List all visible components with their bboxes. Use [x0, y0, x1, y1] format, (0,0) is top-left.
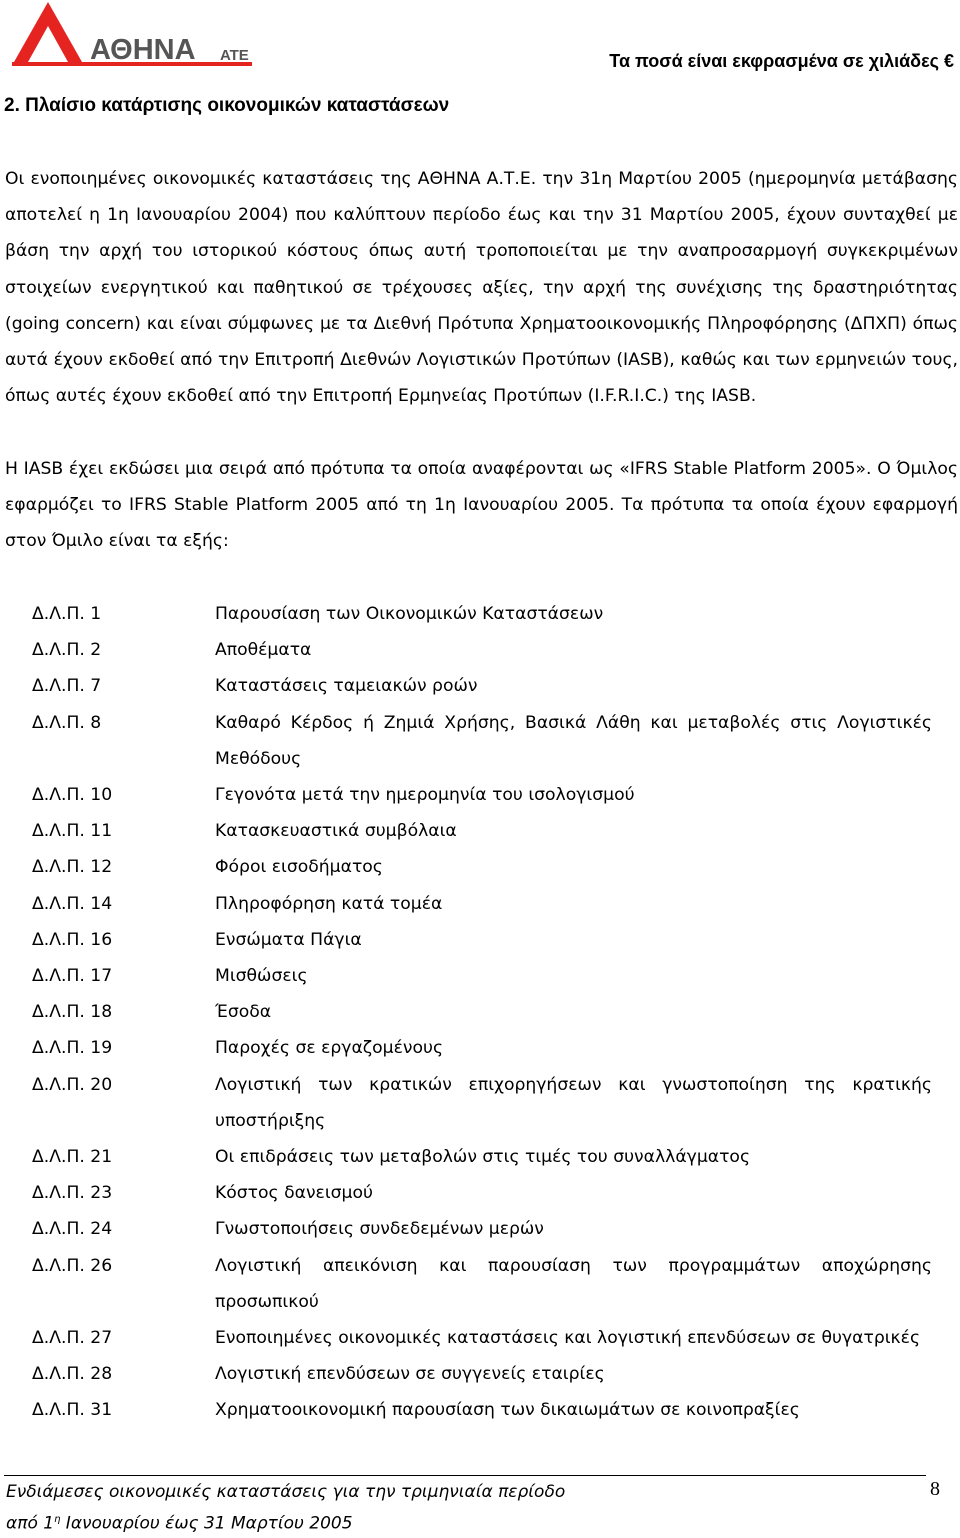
standard-code: Δ.Λ.Π. 23	[32, 1183, 113, 1204]
logo-triangle-mark	[14, 2, 82, 62]
currency-note: Τα ποσά είναι εκφρασμένα σε χιλιάδες €	[609, 51, 954, 71]
standard-row	[0, 777, 960, 813]
standard-code: Δ.Λ.Π. 11	[32, 821, 113, 842]
standard-title: Κόστος δανεισμού	[215, 1183, 373, 1204]
standard-row	[0, 1248, 960, 1320]
standard-code: Δ.Λ.Π. 20	[32, 1074, 113, 1095]
standard-title: Χρηματοοικονομική παρουσίαση των δικαιωμάτων σε κοινοπραξίες	[215, 1400, 800, 1421]
standard-row	[0, 705, 960, 777]
standard-code: Δ.Λ.Π. 12	[32, 857, 113, 878]
standard-row	[0, 668, 960, 704]
standard-row	[0, 596, 960, 632]
page-number: 8	[930, 1478, 940, 1500]
standard-code: Δ.Λ.Π. 14	[32, 893, 113, 914]
standard-title: Καταστάσεις ταμειακών ροών	[215, 676, 478, 697]
standard-row	[0, 1320, 960, 1356]
standard-code: Δ.Λ.Π. 17	[32, 966, 113, 987]
standard-code: Δ.Λ.Π. 21	[32, 1147, 113, 1168]
standard-code: Δ.Λ.Π. 7	[32, 676, 102, 697]
standard-code: Δ.Λ.Π. 8	[32, 712, 102, 733]
standard-title: Πληροφόρηση κατά τομέα	[215, 893, 443, 914]
company-logo	[8, 0, 258, 72]
standard-title: Γεγονότα μετά την ημερομηνία του ισολογισμού	[215, 785, 635, 806]
section-title: 2. Πλαίσιο κατάρτισης οικονομικών καταστάσεων	[4, 95, 450, 116]
standard-row	[0, 1139, 960, 1175]
standard-row	[0, 849, 960, 885]
standard-code: Δ.Λ.Π. 2	[32, 640, 102, 661]
standard-code: Δ.Λ.Π. 28	[32, 1364, 113, 1385]
logo-suffix: ΑΤΕ	[220, 47, 249, 64]
standard-row	[0, 813, 960, 849]
footer-caption	[6, 1478, 565, 1538]
paragraph-ifrs-platform: Η IASB έχει εκδώσει μια σειρά από πρότυπα τα οποία αναφέρονται ως «IFRS Stable Platform 2005». Ο Όμιλος εφαρμόζει το IFRS Stable Platform 2005 από τη 1η Ιανουαρίου 2005. Τα πρότυπα τα οποία έχουν εφαρμογή στον Όμιλο είναι τα εξής:	[5, 459, 958, 552]
logo-text: ΑΘΗΝΑ	[90, 34, 196, 66]
footer-divider	[4, 1475, 926, 1476]
standard-title: Παροχές σε εργαζομένους	[215, 1038, 444, 1059]
standard-title: Κατασκευαστικά συμβόλαια	[215, 821, 457, 842]
standard-row	[0, 1211, 960, 1247]
standard-title: Οι επιδράσεις των μεταβολών στις τιμές του συναλλάγματος	[215, 1147, 751, 1168]
standard-code: Δ.Λ.Π. 27	[32, 1328, 113, 1349]
standard-row	[0, 1067, 960, 1139]
standard-code: Δ.Λ.Π. 16	[32, 929, 113, 950]
standard-row	[0, 886, 960, 922]
standard-title: Αποθέματα	[215, 640, 312, 661]
standard-title: Παρουσίαση των Οικονομικών Καταστάσεων	[215, 604, 604, 624]
standard-title: Λογιστική επενδύσεων σε συγγενείς εταιρίες	[215, 1364, 605, 1385]
standard-code: Δ.Λ.Π. 1	[32, 604, 102, 624]
standard-code: Δ.Λ.Π. 31	[32, 1400, 113, 1421]
standard-code: Δ.Λ.Π. 10	[32, 785, 113, 806]
standard-row	[0, 1030, 960, 1066]
footer-line-2: από $1^\eta$ Ιανουαρίου έως 31 Μαρτίου 2005	[6, 1513, 353, 1534]
standard-title: Λογιστική των κρατικών επιχορηγήσεων και γνωστοποίηση της κρατικής υποστήριξης	[215, 1074, 932, 1131]
standard-row	[0, 994, 960, 1030]
standard-title: Μισθώσεις	[215, 966, 308, 987]
standard-row	[0, 1392, 960, 1428]
standard-code: Δ.Λ.Π. 19	[32, 1038, 113, 1059]
standard-row	[0, 1356, 960, 1392]
standard-row	[0, 632, 960, 668]
standard-row	[0, 1175, 960, 1211]
standard-title: Λογιστική απεικόνιση και παρουσίαση των προγραμμάτων αποχώρησης προσωπικού	[215, 1255, 932, 1312]
standard-code: Δ.Λ.Π. 26	[32, 1255, 113, 1276]
standard-row	[0, 922, 960, 958]
standard-title: Φόροι εισοδήματος	[215, 857, 383, 878]
paragraph-framework: Οι ενοποιημένες οικονομικές καταστάσεις της ΑΘΗΝΑ Α.Τ.Ε. την 31η Μαρτίου 2005 (ημερομηνία μετάβασης αποτελεί η 1η Ιανουαρίου 2004) που καλύπτουν περίοδο έως και την 31 Μαρτίου 2005, έχουν συνταχθεί με βάση την αρχή του ιστορικού κόστους όπως αυτή τροποποιείται με την αναπροσαρμογή συγκεκριμένων στοιχείων ενεργητικού και παθητικού σε τρέχουσες αξίες, την αρχή της συνέχισης της δραστηριότητας (going concern) και είναι σύμφωνες με τα Διεθνή Πρότυπα Χρηματοοικονομικής Πληροφόρησης (ΔΠΧΠ) όπως αυτά έχουν εκδοθεί από την Επιτροπή Διεθνών Λογιστικών Προτύπων (IASB), καθώς και των ερμηνειών τους, όπως αυτές έχουν εκδοθεί από την Επιτροπή Ερμηνείας Προτύπων (I.F.R.I.C.) της IASB.	[5, 169, 958, 407]
standard-title: Καθαρό Κέρδος ή Ζημιά Χρήσης, Βασικά Λάθη και μεταβολές στις Λογιστικές Μεθόδους	[215, 712, 932, 769]
standard-title: Έσοδα	[215, 1002, 272, 1023]
standard-row	[0, 958, 960, 994]
standard-title: Ενοποιημένες οικονομικές καταστάσεις και λογιστική επενδύσεων σε θυγατρικές	[215, 1328, 921, 1349]
standard-title: Γνωστοποιήσεις συνδεδεμένων μερών	[215, 1219, 544, 1240]
standard-title: Ενσώματα Πάγια	[215, 929, 362, 950]
standard-code: Δ.Λ.Π. 18	[32, 1002, 113, 1023]
standard-code: Δ.Λ.Π. 24	[32, 1219, 113, 1240]
standards-list	[0, 596, 960, 1429]
footer-line-1: Ενδιάμεσες οικονομικές καταστάσεις για την τριμηνιαία περίοδο	[6, 1482, 566, 1502]
